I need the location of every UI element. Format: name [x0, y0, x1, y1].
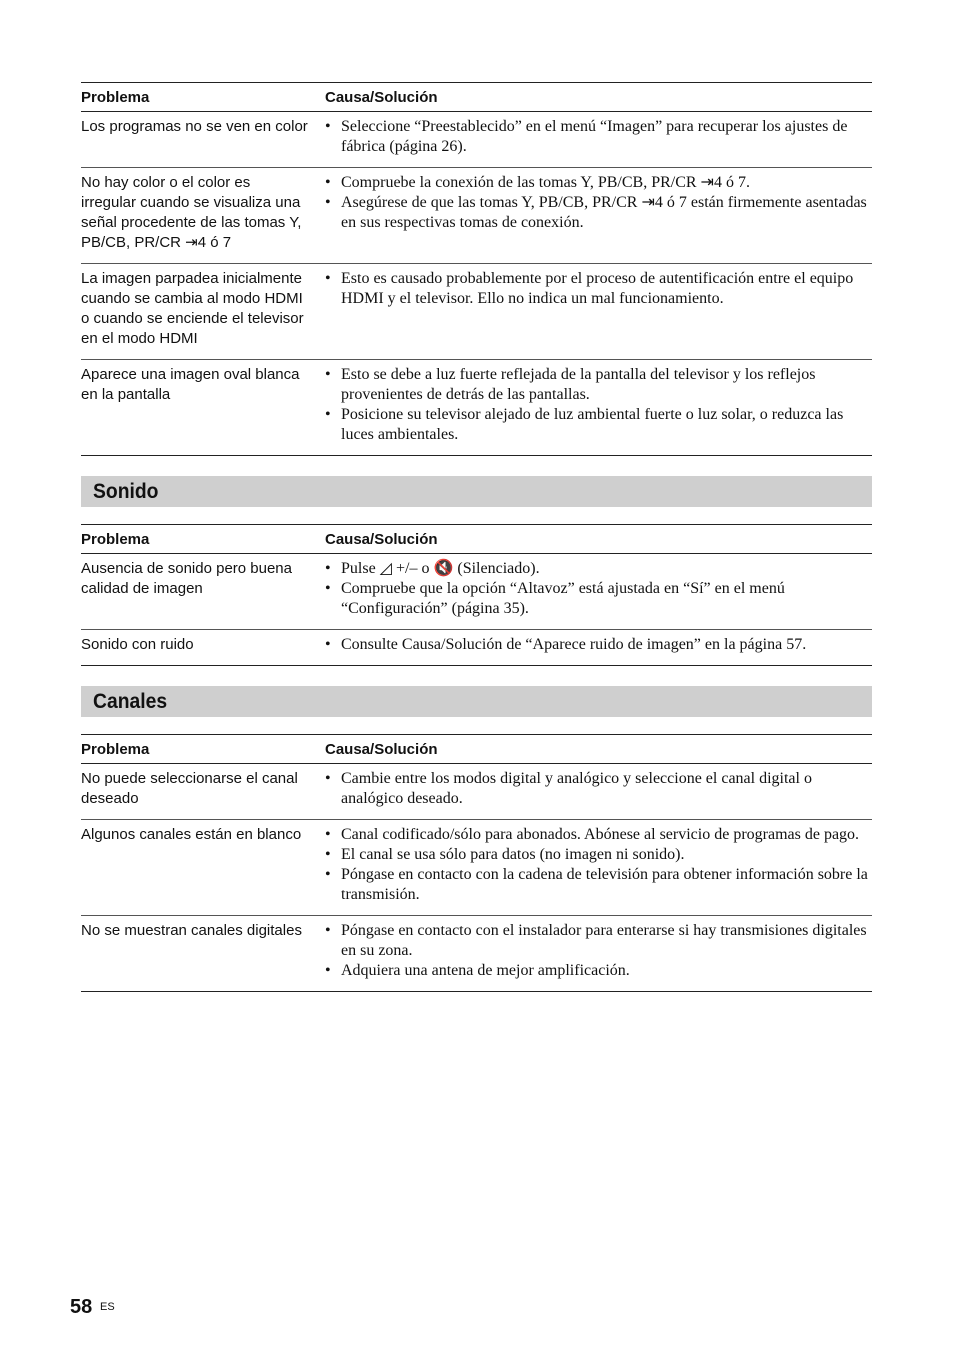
table-row	[81, 764, 872, 820]
solution-item: • Compruebe la conexión de las tomas Y, PB/CB, PR/CR ⇥4 ó 7.	[325, 173, 872, 193]
solution-list	[325, 921, 872, 981]
solution-item: • Esto se debe a luz fuerte reflejada de la pantalla del televisor y los reflejos provenientes de detrás de las pantallas.	[325, 365, 872, 405]
table-row	[81, 264, 872, 360]
solution-item: • El canal se usa sólo para datos (no imagen ni sonido).	[325, 845, 872, 865]
table-row	[81, 168, 872, 264]
solution-list	[325, 559, 872, 619]
table-row	[81, 554, 872, 630]
section-title-sound: Sonido	[93, 480, 159, 503]
problem-header: Problema	[81, 525, 325, 554]
solution-list	[325, 173, 872, 233]
sound-troubleshooting-table	[81, 524, 872, 666]
table-header-row	[81, 83, 872, 112]
table-row	[81, 112, 872, 168]
table-row	[81, 360, 872, 456]
problem-cell: Los programas no se ven en color	[81, 112, 325, 168]
section-heading-sound	[81, 476, 872, 507]
table-header-row	[81, 525, 872, 554]
table-row	[81, 916, 872, 992]
problem-cell: Algunos canales están en blanco	[81, 820, 325, 916]
solution-cell	[325, 360, 872, 456]
page-content	[81, 82, 872, 992]
solution-list	[325, 269, 872, 309]
problem-cell: No hay color o el color es irregular cuando se visualiza una señal procedente de las tomas Y, PB/CB, PR/CR ⇥4 ó 7	[81, 168, 325, 264]
solution-cell	[325, 554, 872, 630]
solution-header: Causa/Solución	[325, 525, 872, 554]
solution-cell	[325, 916, 872, 992]
solution-item: • Asegúrese de que las tomas Y, PB/CB, PR/CR ⇥4 ó 7 están firmemente asentadas en sus respectivas tomas de conexión.	[325, 193, 872, 233]
solution-item: • Póngase en contacto con el instalador para enterarse si hay transmisiones digitales en su zona.	[325, 921, 872, 961]
solution-cell	[325, 264, 872, 360]
solution-item: • Adquiera una antena de mejor amplificación.	[325, 961, 872, 981]
problem-cell: La imagen parpadea inicialmente cuando se cambia al modo HDMI o cuando se enciende el televisor en el modo HDMI	[81, 264, 325, 360]
channels-troubleshooting-table	[81, 734, 872, 992]
problem-header: Problema	[81, 83, 325, 112]
picture-troubleshooting-table	[81, 82, 872, 456]
solution-item: • Consulte Causa/Solución de “Aparece ruido de imagen” en la página 57.	[325, 635, 872, 655]
problem-cell: Sonido con ruido	[81, 630, 325, 666]
problem-cell: Aparece una imagen oval blanca en la pantalla	[81, 360, 325, 456]
solution-list	[325, 769, 872, 809]
solution-item: • Posicione su televisor alejado de luz ambiental fuerte o luz solar, o reduzca las luces ambientales.	[325, 405, 872, 445]
solution-cell	[325, 764, 872, 820]
table-row	[81, 820, 872, 916]
solution-item: • Cambie entre los modos digital y analógico y seleccione el canal digital o analógico deseado.	[325, 769, 872, 809]
problem-cell: No puede seleccionarse el canal deseado	[81, 764, 325, 820]
page-number: 58	[70, 1296, 93, 1318]
section-title-channels: Canales	[93, 690, 168, 713]
solution-item: • Seleccione “Preestablecido” en el menú “Imagen” para recuperar los ajustes de fábrica (página 26).	[325, 117, 872, 157]
solution-list	[325, 365, 872, 445]
problem-cell: Ausencia de sonido pero buena calidad de imagen	[81, 554, 325, 630]
solution-header: Causa/Solución	[325, 83, 872, 112]
section-heading-channels	[81, 686, 872, 717]
solution-list	[325, 117, 872, 157]
solution-cell	[325, 820, 872, 916]
solution-item: • Canal codificado/sólo para abonados. Abónese al servicio de programas de pago.	[325, 825, 872, 845]
solution-list	[325, 825, 872, 905]
solution-cell	[325, 630, 872, 666]
table-header-row	[81, 735, 872, 764]
solution-list	[325, 635, 872, 655]
solution-cell	[325, 168, 872, 264]
page-language: ES	[100, 1301, 115, 1313]
solution-item: • Compruebe que la opción “Altavoz” está ajustada en “Sí” en el menú “Configuración” (página 35).	[325, 579, 872, 619]
solution-cell	[325, 112, 872, 168]
solution-header: Causa/Solución	[325, 735, 872, 764]
solution-item: • Pulse ◿ +/– o 🔇 (Silenciado).	[325, 559, 872, 579]
problem-header: Problema	[81, 735, 325, 764]
table-row	[81, 630, 872, 666]
solution-item: • Esto es causado probablemente por el proceso de autentificación entre el equipo HDMI y el televisor. Ello no indica un mal funcionamiento.	[325, 269, 872, 309]
solution-item: • Póngase en contacto con la cadena de televisión para obtener información sobre la transmisión.	[325, 865, 872, 905]
problem-cell: No se muestran canales digitales	[81, 916, 325, 992]
